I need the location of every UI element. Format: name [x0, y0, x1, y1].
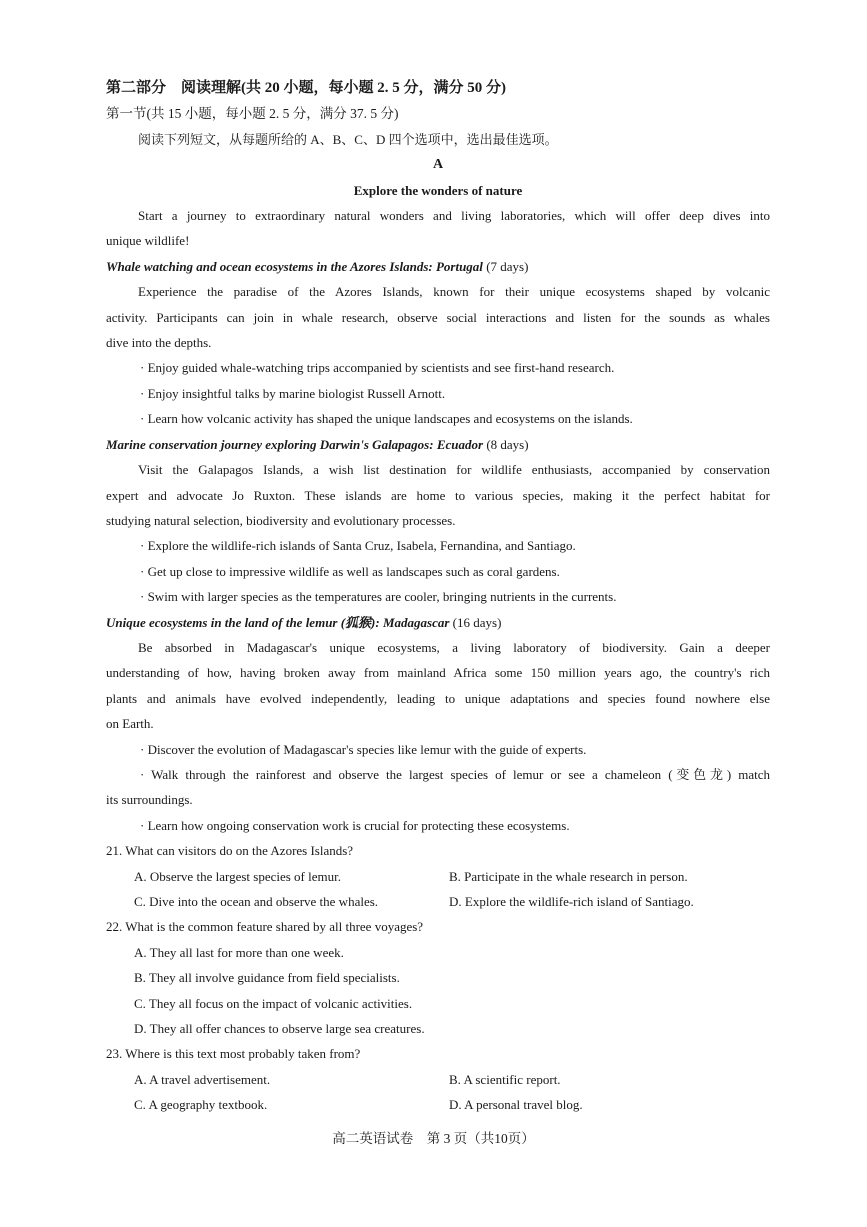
option-c[interactable]: C. They all focus on the impact of volcanic activities.: [134, 995, 413, 1011]
trip-bullet: · Discover the evolution of Madagascar's species like lemur with the guide of experts.: [140, 741, 587, 757]
option-row: [106, 1092, 770, 1117]
option-b[interactable]: B. A scientific report.: [449, 1071, 561, 1087]
option-a[interactable]: A. They all last for more than one week.: [134, 944, 344, 960]
trip-bullet: · Get up close to impressive wildlife as well as landscapes such as coral gardens.: [140, 563, 560, 579]
option-row: [106, 864, 770, 889]
question-stem: 21. What can visitors do on the Azores Islands?: [106, 843, 354, 859]
trip-place: Madagascar: [382, 614, 450, 630]
trip-bullet: · Enjoy insightful talks by marine biologist Russell Arnott.: [140, 385, 446, 401]
option-row: [106, 889, 770, 914]
trip-heading: [106, 432, 770, 457]
trip-bullet: · Enjoy guided whale-watching trips accompanied by scientists and see first-hand research.: [140, 360, 615, 376]
option-d[interactable]: D. Explore the wildlife-rich island of Santiago.: [449, 894, 694, 909]
option-row: [106, 1067, 770, 1092]
passage-letter: A: [432, 157, 444, 173]
option-b[interactable]: B. They all involve guidance from field specialists.: [134, 970, 400, 986]
option-b[interactable]: B. Participate in the whale research in person.: [449, 868, 688, 884]
option-a[interactable]: A. Observe the largest species of lemur.: [134, 868, 341, 884]
trip-bullet: · Learn how ongoing conservation work is crucial for protecting these ecosystems.: [140, 817, 570, 833]
option-c[interactable]: C. Dive into the ocean and observe the whales.: [134, 894, 379, 909]
question-stem: 22. What is the common feature shared by all three voyages?: [106, 919, 424, 935]
trip-desc-line: Experience the paradise of the Azores Islands, known for their unique ecosystems shaped by volcanic: [138, 284, 770, 300]
trip-desc-line: plants and animals have evolved independently, leading to unique adaptations and species found nowhere else: [106, 690, 770, 706]
passage-title: Explore the wonders of nature: [353, 182, 523, 198]
trip-desc-line: activity. Participants can join in whale research, observe social interactions and listen for the sounds as whales: [106, 309, 770, 325]
intro-line: unique wildlife!: [106, 233, 190, 249]
trip-duration: (8 days): [486, 436, 529, 452]
intro-line: Start a journey to extraordinary natural wonders and living laboratories, which will offer deep dives into: [138, 208, 770, 224]
trip-desc-line: studying natural selection, biodiversity and evolutionary processes.: [106, 512, 456, 528]
trip-bullet: · Learn how volcanic activity has shaped the unique landscapes and ecosystems on the islands.: [140, 411, 633, 427]
trip-heading: [106, 610, 770, 635]
trip-desc-line: expert and advocate Jo Ruxton. These islands are home to various species, making it the perfect habitat for: [106, 487, 770, 503]
option-d[interactable]: D. They all offer chances to observe large sea creatures.: [134, 1021, 425, 1037]
part-title: 第二部分 阅读理解(共 20 小题，每小题 2. 5 分，满分 50 分): [106, 80, 506, 96]
trip-bullet: · Swim with larger species as the temperatures are cooler, bringing nutrients in the currents.: [140, 589, 617, 605]
option-a[interactable]: A. A travel advertisement.: [134, 1071, 271, 1087]
option-d[interactable]: D. A personal travel blog.: [449, 1097, 583, 1113]
trip-duration: (16 days): [452, 614, 502, 630]
instruction: 阅读下列短文，从每题所给的 A、B、C、D 四个选项中，选出最佳选项。: [138, 131, 558, 147]
trip-heading: [106, 254, 770, 279]
trip-place: Portugal: [435, 258, 483, 274]
page-footer: 高二英语试卷 第 3 页（共10页）: [332, 1131, 535, 1146]
section-title: 第一节(共 15 小题，每小题 2. 5 分，满分 37. 5 分): [106, 106, 399, 122]
trip-desc-line: Visit the Galapagos Islands, a wish list destination for wildlife enthusiasts, accompanied by conservation: [138, 462, 770, 478]
trip-desc-line: understanding of how, having broken away from mainland Africa some 150 million years ago, the country's rich: [106, 665, 770, 681]
trip-title: Whale watching and ocean ecosystems in the Azores Islands:: [106, 258, 433, 274]
trip-place: Ecuador: [436, 436, 484, 452]
trip-desc-line: dive into the depths.: [106, 335, 212, 351]
trip-duration: (7 days): [486, 258, 529, 274]
exam-page: [106, 76, 770, 1118]
question-stem: 23. Where is this text most probably taken from?: [106, 1046, 361, 1062]
trip-desc-line: Be absorbed in Madagascar's unique ecosystems, a living laboratory of biodiversity. Gain a deeper: [138, 639, 770, 655]
trip-title: Unique ecosystems in the land of the lemur (狐猴):: [106, 614, 380, 630]
option-c[interactable]: C. A geography textbook.: [134, 1097, 268, 1113]
trip-bullet-continued: its surroundings.: [106, 792, 193, 808]
trip-bullet: · Explore the wildlife-rich islands of Santa Cruz, Isabela, Fernandina, and Santiago.: [140, 538, 576, 554]
trip-bullet: · Walk through the rainforest and observe the largest species of lemur or see a chameleon (变色龙) match: [140, 766, 770, 782]
trip-title: Marine conservation journey exploring Darwin's Galapagos:: [106, 436, 434, 452]
trip-desc-line: on Earth.: [106, 716, 154, 732]
